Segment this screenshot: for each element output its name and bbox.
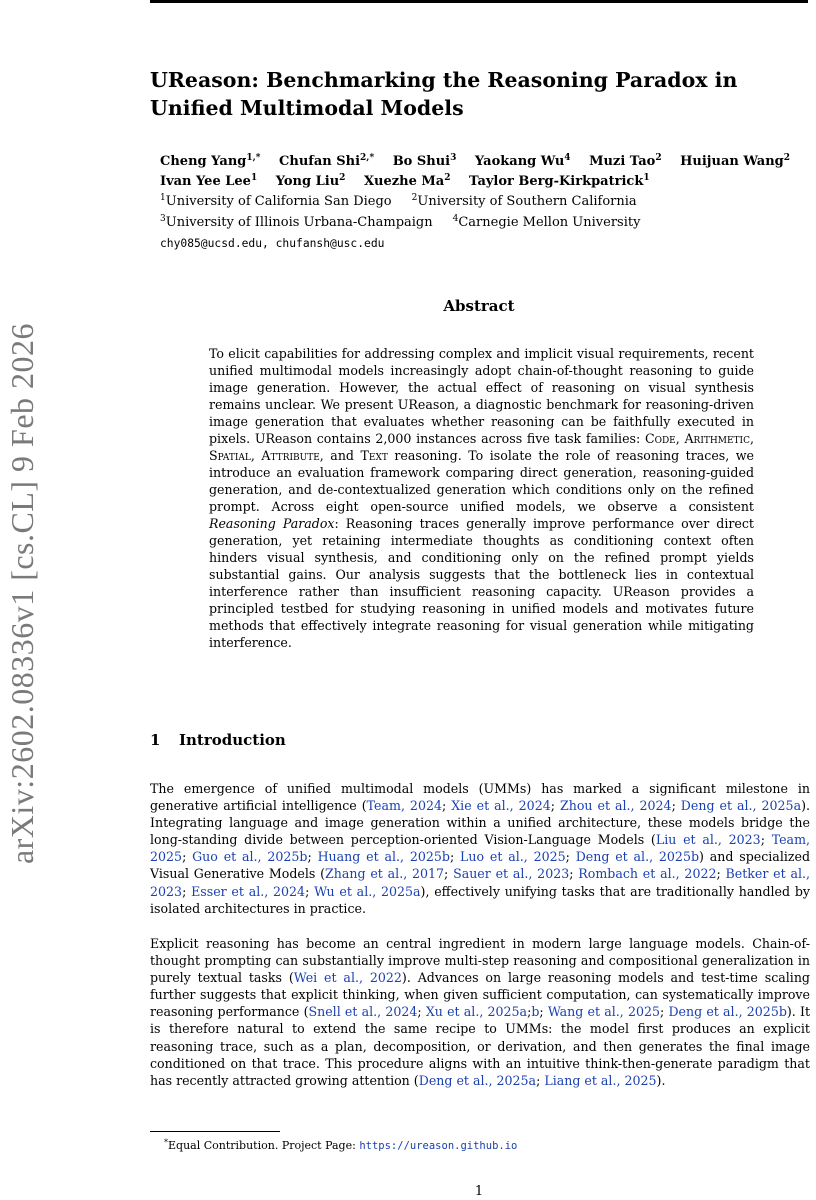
task-text: Text xyxy=(360,448,388,463)
section-heading-introduction: 1 Introduction xyxy=(150,731,286,749)
author: Xuezhe Ma$^2$ xyxy=(363,173,451,189)
reasoning-paradox-term: Reasoning Paradox xyxy=(209,516,335,531)
project-page-link[interactable]: https://ureason.github.io xyxy=(359,1140,518,1152)
footnote-rule xyxy=(150,1131,280,1132)
citation-link[interactable]: Sauer et al., 2023 xyxy=(453,866,570,882)
citation-link[interactable]: Xu et al., 2025a xyxy=(425,1004,528,1020)
citation-link[interactable]: Wu et al., 2025a xyxy=(314,883,421,899)
paper-title: UReason: Benchmarking the Reasoning Paradox in Unified Multimodal Models xyxy=(150,68,738,120)
author-row-1 xyxy=(160,152,816,172)
affiliation-line: $^1$University of California San Diego $^2$University of Southern California xyxy=(160,193,637,209)
abstract-heading: Abstract xyxy=(443,297,515,315)
citation-link[interactable]: Zhang et al., 2017 xyxy=(325,866,445,882)
author: Taylor Berg-Kirkpatrick$^1$ xyxy=(469,173,650,189)
author-list xyxy=(160,152,816,192)
citation-link[interactable]: Guo et al., 2025b xyxy=(192,849,308,865)
citation-link[interactable]: Xie et al., 2024 xyxy=(451,798,551,814)
citation-link[interactable]: Liu et al., 2023 xyxy=(655,832,761,848)
citation-link[interactable]: Zhou et al., 2024 xyxy=(559,798,672,814)
citation-link[interactable]: b xyxy=(531,1004,540,1020)
author: Cheng Yang$^{1,*}$ xyxy=(160,153,261,169)
citation-link[interactable]: Betker et al., 2023 xyxy=(150,866,811,899)
arxiv-identifier-text: arXiv:2602.08336v1 [cs.CL] 9 Feb 2026 xyxy=(4,322,41,864)
citation-link[interactable]: Team, 2025 xyxy=(150,832,811,865)
citation-link[interactable]: Deng et al., 2025b xyxy=(575,849,700,865)
arxiv-identifier xyxy=(0,310,46,876)
author: Muzi Tao$^2$ xyxy=(589,153,662,169)
citation-link[interactable]: Wei et al., 2022 xyxy=(293,970,402,986)
citation-link[interactable]: Wang et al., 2025 xyxy=(547,1004,661,1020)
intro-paragraph-2: Explicit reasoning has become an central ingredient in modern large language models. Chain-of-thought prompting can substantially improve multi-step reasoning and compositional generalization in purely textual tasks (Wei et al., 2022). Advances on large reasoning models and test-time scaling further suggests that explicit thinking, when given sufficient computation, can systematically improve reasoning performance (Snell et al., 2024; Xu et al., 2025a;b; Wang et al., 2025; Deng et al., 2025b). It is therefore natural to extend the same recipe to UMMs: the model first produces an explicit reasoning trace, such as a plan, decomposition, or derivation, and then generates the final image conditioned on that trace. This procedure aligns with an intuitive think-then-generate paradigm that has recently attracted growing attention (Deng et al., 2025a; Liang et al., 2025). xyxy=(150,936,811,1088)
footnote-marker: * xyxy=(164,1138,168,1147)
abstract-text: To elicit capabilities for addressing complex and implicit visual requirements, recent unified multimodal models increasingly adopt chain-of-thought reasoning to guide image generation. However, the actual effect of reasoning on visual synthesis remains unclear. We present UReason, a diagnostic benchmark for reasoning-driven image generation that evaluates whether reasoning can be faithfully executed in pixels. UReason contains 2,000 instances across five task families: Code, Arithmetic, Spatial, Attribute, and Text reasoning. To isolate the role of reasoning traces, we introduce an evaluation framework comparing direct generation, reasoning-guided generation, and de-contextualized generation which conditions only on the refined prompt. Across eight open-source unified models, we observe a consistent Reasoning Paradox: Reasoning traces generally improve performance over direct generation, yet retaining intermediate thoughts as conditioning context often hinders visual synthesis, and conditioning only on the refined prompt yields substantial gains. Our analysis suggests that the bottleneck lies in contextual interference rather than insufficient reasoning capacity. UReason provides a principled testbed for studying reasoning in unified models and motivates future methods that effectively integrate reasoning for visual generation while mitigating interference. xyxy=(209,346,754,650)
task-spatial: Spatial xyxy=(209,448,251,463)
affiliation-line: $^3$University of Illinois Urbana-Champaign $^4$Carnegie Mellon University xyxy=(160,214,641,230)
author: Ivan Yee Lee$^1$ xyxy=(160,173,258,189)
task-attribute: Attribute xyxy=(261,448,320,463)
citation-link[interactable]: Deng et al., 2025a xyxy=(418,1072,537,1088)
citation-link[interactable]: Liang et al., 2025 xyxy=(544,1072,657,1088)
author: Chufan Shi$^{2,*}$ xyxy=(279,153,375,169)
author: Huijuan Wang$^2$ xyxy=(680,153,791,169)
task-code: Code xyxy=(644,431,676,446)
citation-link[interactable]: Team, 2024 xyxy=(366,798,442,814)
intro-paragraph-1: The emergence of unified multimodal models (UMMs) has marked a significant milestone in generative artificial intelligence (Team, 2024; Xie et al., 2024; Zhou et al., 2024; Deng et al., 2025a). Integrating language and image generation within a unified architecture, these models bridge the long-standing divide between perception-oriented Vision-Language Models (Liu et al., 2023; Team, 2025; Guo et al., 2025b; Huang et al., 2025b; Luo et al., 2025; Deng et al., 2025b) and specialized Visual Generative Models (Zhang et al., 2017; Sauer et al., 2023; Rombach et al., 2022; Betker et al., 2023; Esser et al., 2024; Wu et al., 2025a), effectively unifying tasks that are traditionally handled by isolated architectures in practice. xyxy=(150,781,811,916)
citation-link[interactable]: Deng et al., 2025b xyxy=(668,1004,787,1020)
citation-link[interactable]: Luo et al., 2025 xyxy=(460,849,566,865)
author-row-2 xyxy=(160,172,816,192)
citation-link[interactable]: Deng et al., 2025a xyxy=(680,798,802,814)
affiliations xyxy=(160,191,800,254)
author: Bo Shui$^3$ xyxy=(392,153,457,169)
citation-link[interactable]: Snell et al., 2024 xyxy=(308,1004,418,1020)
citation-link[interactable]: Rombach et al., 2022 xyxy=(578,866,717,882)
author: Yong Liu$^2$ xyxy=(275,173,346,189)
author-emails[interactable]: chy085@ucsd.edu, chufansh@usc.edu xyxy=(160,237,385,250)
citation-link[interactable]: Esser et al., 2024 xyxy=(191,883,306,899)
citation-link[interactable]: Huang et al., 2025b xyxy=(317,849,450,865)
top-rule xyxy=(150,0,808,3)
page-number: 1 xyxy=(474,1184,484,1199)
footnote: *Equal Contribution. Project Page: https://ureason.github.io xyxy=(164,1138,518,1152)
task-arithmetic: Arithmetic xyxy=(684,431,750,446)
author: Yaokang Wu$^4$ xyxy=(474,153,571,169)
